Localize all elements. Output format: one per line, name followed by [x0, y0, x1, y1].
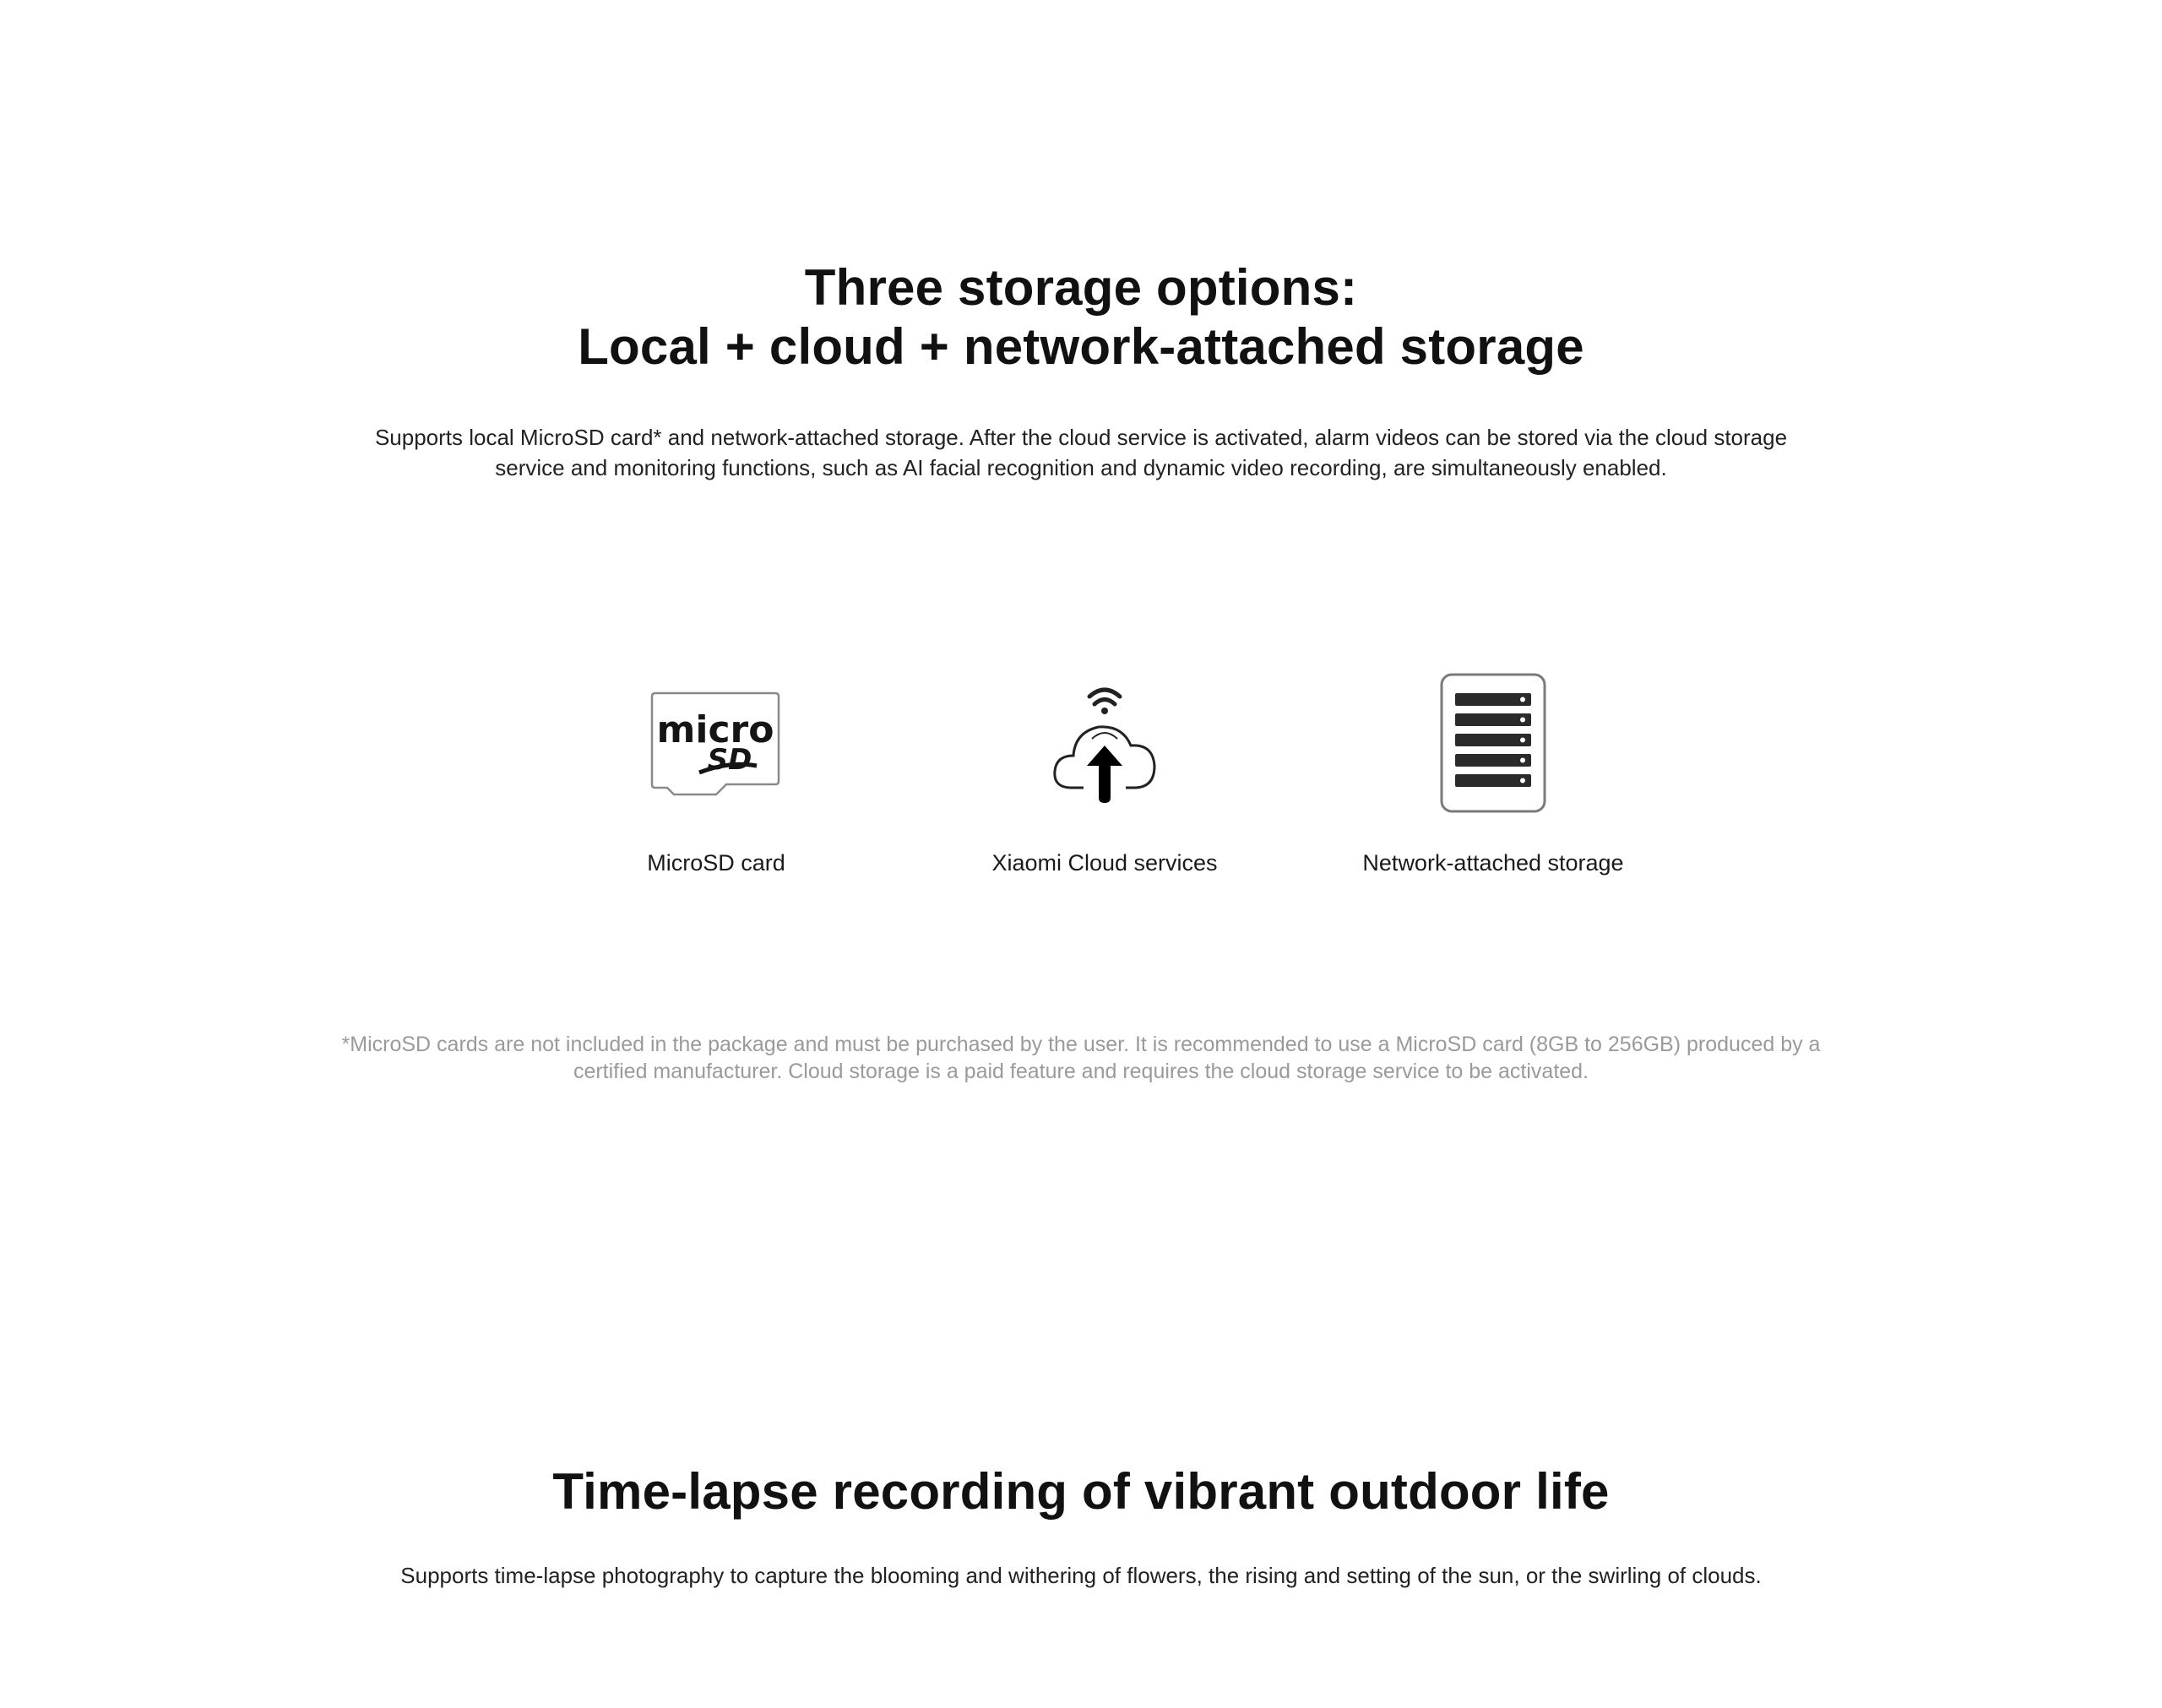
option-microsd-label: MicroSD card	[647, 850, 785, 876]
server-rack-icon	[1299, 667, 1687, 819]
option-nas-label: Network-attached storage	[1362, 850, 1624, 876]
timelapse-headline: Time-lapse recording of vibrant outdoor life	[552, 1463, 1610, 1520]
storage-section	[0, 258, 2162, 483]
storage-headline-line1: Three storage options:	[804, 259, 1358, 316]
storage-footnote	[0, 1031, 2162, 1085]
storage-description: Supports local MicroSD card* and network-attached storage. After the cloud service is activated, alarm videos can be stored via the cloud storage service and monitoring functions, such as AI facial recognition and dynamic video recording, are simultaneously enabled.	[374, 425, 1788, 480]
microsd-logo-micro: micro	[656, 708, 774, 751]
option-cloud-label: Xiaomi Cloud services	[991, 850, 1218, 876]
microsd-logo-sd: SD	[707, 743, 752, 777]
option-nas	[1299, 667, 1687, 878]
storage-headline	[0, 258, 2162, 377]
storage-headline-line2: Local + cloud + network-attached storage	[578, 318, 1584, 375]
timelapse-description: Supports time-lapse photography to capture the blooming and withering of flowers, the rising and setting of the sun, or the swirling of clouds.	[400, 1563, 1762, 1588]
cloud-upload-icon	[910, 667, 1299, 819]
storage-footnote-text: *MicroSD cards are not included in the package and must be purchased by the user. It is recommended to use a MicroSD card (8GB to 256GB) produced by a certified manufacturer. Cloud storage is a paid feature and requires the cloud storage service to be activated.	[341, 1033, 1821, 1083]
option-cloud	[910, 667, 1299, 878]
storage-options-row	[0, 667, 2162, 903]
microsd-card-icon	[522, 667, 910, 819]
timelapse-section	[0, 1462, 2162, 1591]
option-microsd	[522, 667, 910, 878]
